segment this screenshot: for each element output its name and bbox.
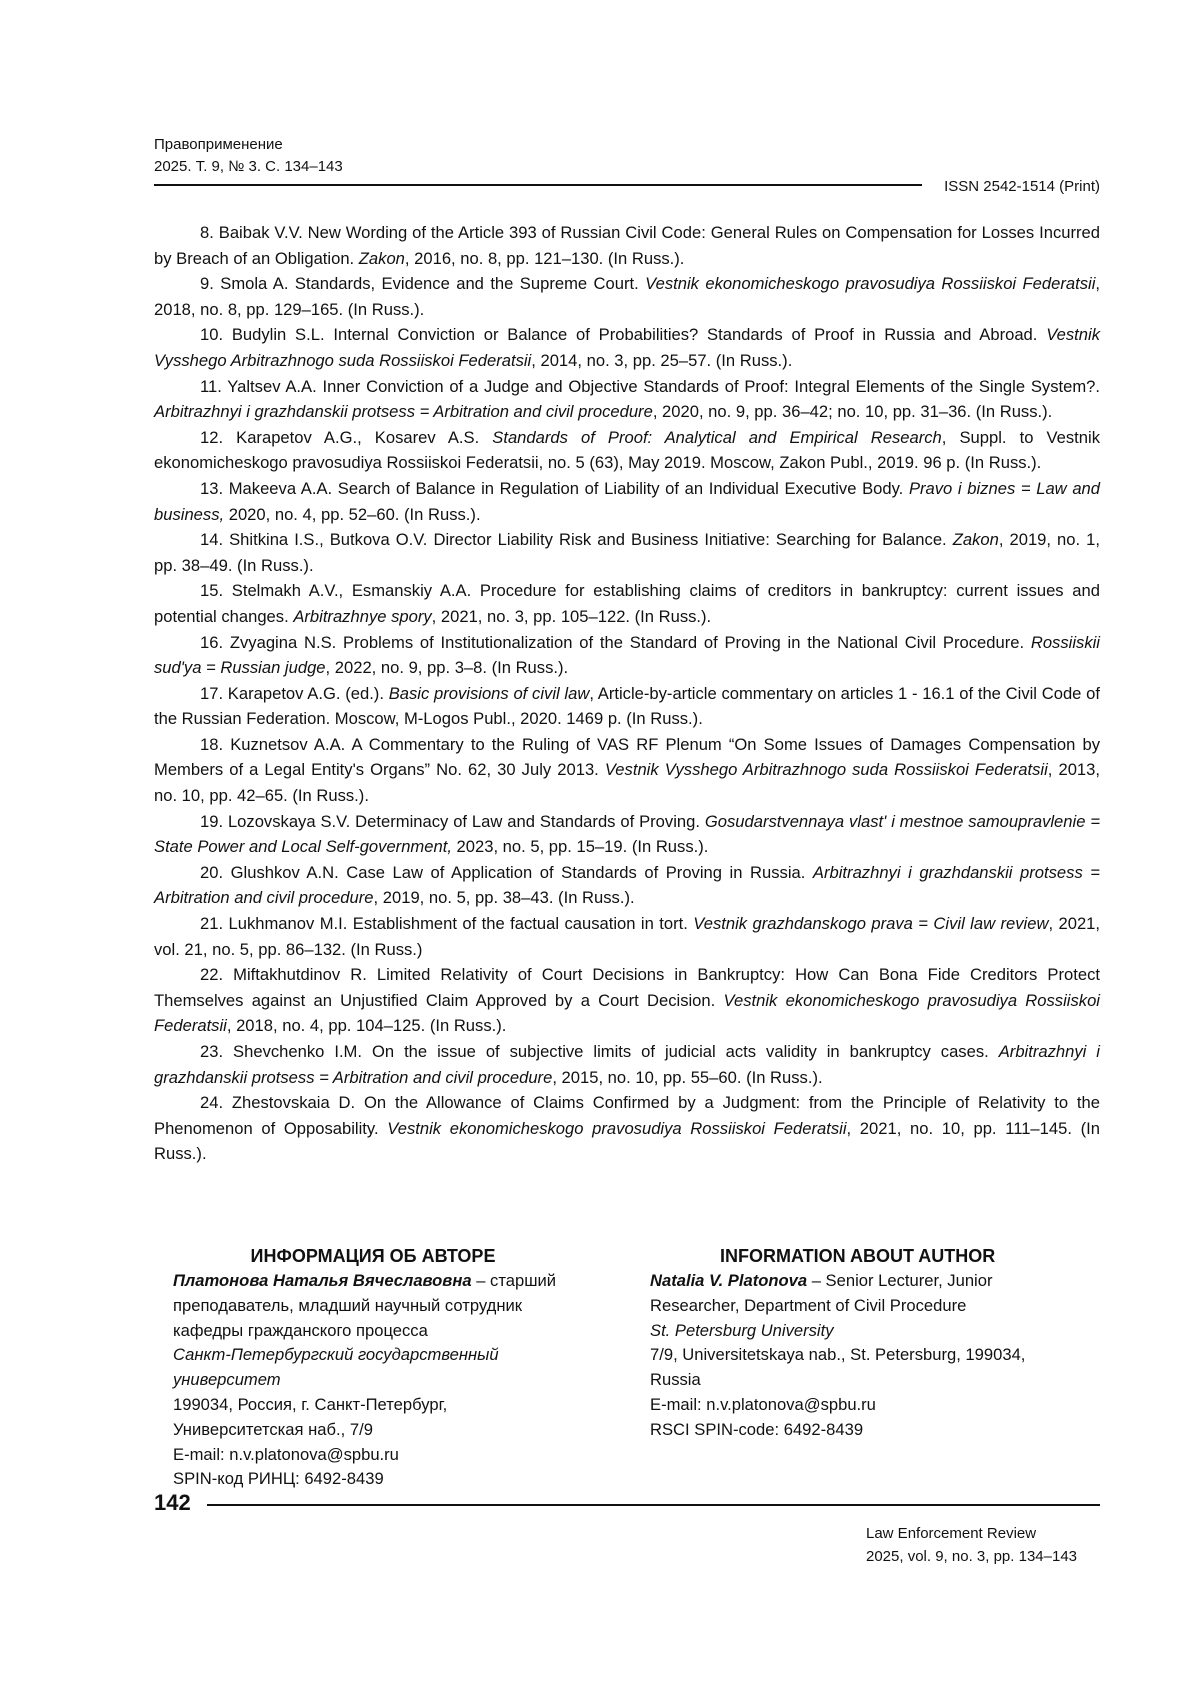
author-heading-en: INFORMATION ABOUT AUTHOR: [720, 1246, 996, 1266]
reference-source: Vestnik ekonomicheskogo pravosudiya Rossiiskoi Federatsii: [154, 990, 1100, 1036]
reference-text: , 2021, no. 10, pp. 111–145. (In Russ.).: [154, 1118, 1100, 1164]
reference-item: [154, 578, 1100, 629]
reference-text: , 2021, no. 3, pp. 105–122. (In Russ.).: [431, 606, 712, 626]
reference-text: , 2014, no. 3, pp. 25–57. (In Russ.).: [531, 350, 793, 370]
reference-text: , 2015, no. 10, pp. 55–60. (In Russ.).: [552, 1067, 823, 1087]
reference-item: [154, 1090, 1100, 1167]
reference-text: 8. Baibak V.V. New Wording of the Article 393 of Russian Civil Code: General Rules on Compensation for Losses Incurred by Breach of an Obligation.: [154, 223, 1100, 268]
author-position-ru: – старший преподаватель, младший научный сотрудник кафедры гражданского процесса: [173, 1271, 557, 1340]
author-desc-en: [650, 1269, 1080, 1319]
reference-item: [154, 271, 1100, 322]
reference-item: [154, 476, 1100, 527]
reference-text: 15. Stelmakh A.V., Esmanskiy A.A. Procedure for establishing claims of creditors in bankruptcy: current issues and potential changes.: [154, 581, 1100, 626]
reference-source: Zakon: [952, 530, 999, 550]
reference-text: 12. Karapetov A.G., Kosarev A.S.: [200, 427, 493, 447]
issue-info-en: 2025, vol. 9, no. 3, pp. 134–143: [866, 1548, 1078, 1565]
reference-source: Vestnik Vysshego Arbitrazhnogo suda Rossiiskoi Federatsii: [604, 760, 1048, 780]
reference-item: [154, 809, 1100, 860]
reference-item: [154, 527, 1100, 578]
reference-source: Vestnik ekonomicheskogo pravosudiya Rossiiskoi Federatsii: [387, 1118, 847, 1138]
author-address-en: 7/9, Universitetskaya nab., St. Petersburg, 199034, Russia: [650, 1345, 1026, 1390]
reference-text: , 2019, no. 5, pp. 38–43. (In Russ.).: [373, 888, 635, 908]
author-position-en: – Senior Lecturer, Junior Researcher, Department of Civil Procedure: [650, 1271, 993, 1315]
reference-source: Rossiiskii sud'ya = Russian judge: [154, 632, 1100, 678]
reference-text: 11. Yaltsev A.A. Inner Conviction of a Judge and Objective Standards of Proof: Integral Elements of the Single System?.: [200, 376, 1100, 396]
reference-text: , 2020, no. 9, pp. 36–42; no. 10, pp. 31–36. (In Russ.).: [652, 402, 1053, 422]
reference-text: , 2021, vol. 21, no. 5, pp. 86–132. (In Russ.): [154, 914, 1101, 959]
reference-item: [154, 681, 1100, 732]
author-name-ru: Платонова Наталья Вячеславовна: [173, 1271, 472, 1290]
running-footer: [866, 1522, 1077, 1568]
reference-text: 20. Glushkov A.N. Case Law of Application of Standards of Proving in Russia.: [200, 862, 813, 882]
reference-text: 17. Karapetov A.G. (ed.).: [200, 683, 389, 703]
journal-title-ru: Правоприменение: [154, 136, 283, 153]
journal-title-en: Law Enforcement Review: [866, 1525, 1037, 1542]
reference-text: , 2019, no. 1, pp. 38–49. (In Russ.).: [154, 530, 1100, 575]
issn: ISSN 2542-1514 (Print): [944, 178, 1100, 195]
author-address-ru: 199034, Россия, г. Санкт-Петербург, Университетская наб., 7/9: [173, 1394, 448, 1439]
reference-source: Arbitrazhnyi i grazhdanskii protsess = Arbitration and civil procedure: [154, 1042, 1100, 1087]
reference-source: Vestnik Vysshego Arbitrazhnogo suda Rossiiskoi Federatsii: [154, 325, 1100, 370]
author-email-en: E-mail: n.v.platonova@spbu.ru: [650, 1394, 876, 1414]
author-spin-ru: SPIN-код РИНЦ: 6492-8439: [173, 1469, 384, 1489]
reference-text: 10. Budylin S.L. Internal Conviction or Balance of Probabilities? Standards of Proof in Russia and Abroad.: [200, 325, 1047, 345]
reference-item: [154, 220, 1100, 271]
reference-item: [154, 732, 1100, 809]
reference-text: , 2022, no. 9, pp. 3–8. (In Russ.).: [325, 658, 569, 678]
reference-source: Arbitrazhnye spory: [293, 606, 432, 626]
reference-text: 21. Lukhmanov M.I. Establishment of the factual causation in tort.: [200, 914, 694, 934]
reference-text: 18. Kuznetsov A.A. A Commentary to the Ruling of VAS RF Plenum “On Some Issues of Damages Compensation by Members of a Legal Entity's Organs” No. 62, 30 July 2013.: [154, 734, 1100, 780]
footer-rule: [207, 1504, 1100, 1506]
reference-list: [154, 220, 1100, 1167]
reference-source: Arbitrazhnyi i grazhdanskii protsess = Arbitration and civil procedure: [154, 402, 653, 422]
reference-item: [154, 322, 1100, 373]
reference-item: [154, 911, 1100, 962]
reference-source: Arbitrazhnyi i grazhdanskii protsess = Arbitration and civil procedure: [154, 862, 1101, 908]
reference-source: Vestnik ekonomicheskogo pravosudiya Rossiiskoi Federatsii: [645, 274, 1096, 294]
reference-text: , Article-by-article commentary on articles 1 - 16.1 of the Civil Code of the Russian Federation. Moscow, M-Logos Publ., 2020. 1469 p. (In Russ.).: [154, 683, 1100, 729]
reference-text: , Suppl. to Vestnik ekonomicheskogo pravosudiya Rossiiskoi Federatsii, no. 5 (63), May 2019. Moscow, Zakon Publ., 2019. 96 p. (In Russ.).: [154, 427, 1100, 473]
reference-item: [154, 860, 1100, 911]
reference-text: 13. Makeeva A.A. Search of Balance in Regulation of Liability of an Individual Executive Body.: [200, 478, 909, 498]
reference-item: [154, 374, 1100, 425]
reference-text: , 2016, no. 8, pp. 121–130. (In Russ.).: [404, 248, 685, 268]
author-desc-ru: [173, 1269, 573, 1343]
author-info-en: [650, 1243, 1080, 1443]
reference-text: 16. Zvyagina N.S. Problems of Institutionalization of the Standard of Proving in the National Civil Procedure.: [200, 632, 1031, 652]
reference-source: Vestnik grazhdanskogo prava = Civil law review: [693, 914, 1049, 934]
author-spin-en: RSCI SPIN-code: 6492-8439: [650, 1419, 864, 1439]
issue-info-ru: 2025. Т. 9, № 3. С. 134–143: [154, 158, 343, 175]
reference-source: Standards of Proof: Analytical and Empirical Research: [492, 427, 942, 447]
author-name-en: Natalia V. Platonova: [650, 1271, 808, 1290]
reference-text: 24. Zhestovskaia D. On the Allowance of Claims Confirmed by a Judgment: from the Principle of Relativity to the Phenomenon of Opposability.: [154, 1093, 1100, 1138]
reference-text: , 2018, no. 4, pp. 104–125. (In Russ.).: [226, 1016, 507, 1036]
reference-item: [154, 1039, 1100, 1090]
author-info-ru: [173, 1243, 573, 1492]
page-number: 142: [154, 1490, 191, 1515]
author-university-ru: Санкт-Петербургский государственный университет: [173, 1345, 499, 1390]
author-university-en: St. Petersburg University: [650, 1320, 834, 1340]
reference-text: 9. Smola A. Standards, Evidence and the Supreme Court.: [200, 274, 646, 294]
reference-text: 2020, no. 4, pp. 52–60. (In Russ.).: [224, 504, 481, 524]
reference-item: [154, 425, 1100, 476]
reference-text: , 2018, no. 8, pp. 129–165. (In Russ.).: [154, 274, 1101, 319]
reference-text: 23. Shevchenko I.M. On the issue of subjective limits of judicial acts validity in bankruptcy cases.: [200, 1042, 999, 1061]
reference-text: 19. Lozovskaya S.V. Determinacy of Law and Standards of Proving.: [200, 811, 705, 831]
running-header: [154, 134, 343, 178]
reference-item: [154, 962, 1100, 1039]
reference-source: Zakon: [358, 248, 405, 268]
reference-text: 22. Miftakhutdinov R. Limited Relativity of Court Decisions in Bankruptcy: How Can Bona Fide Creditors Protect Themselves against an Unjustified Claim Approved by a Court Decision.: [154, 965, 1100, 1010]
reference-item: [154, 630, 1100, 681]
reference-text: 14. Shitkina I.S., Butkova O.V. Director Liability Risk and Business Initiative: Searching for Balance.: [200, 530, 953, 550]
author-heading-ru: ИНФОРМАЦИЯ ОБ АВТОРЕ: [250, 1246, 496, 1266]
reference-text: 2023, no. 5, pp. 15–19. (In Russ.).: [451, 837, 709, 857]
reference-text: , 2013, no. 10, pp. 42–65. (In Russ.).: [154, 760, 1100, 806]
author-email-ru: E-mail: n.v.platonova@spbu.ru: [173, 1444, 399, 1464]
reference-source: Gosudarstvennaya vlast' i mestnoe samoupravlenie = State Power and Local Self-government,: [154, 811, 1101, 857]
header-rule: [154, 184, 922, 186]
reference-source: Basic provisions of civil law: [388, 683, 590, 703]
reference-source: Pravo i biznes = Law and business,: [154, 478, 1100, 524]
